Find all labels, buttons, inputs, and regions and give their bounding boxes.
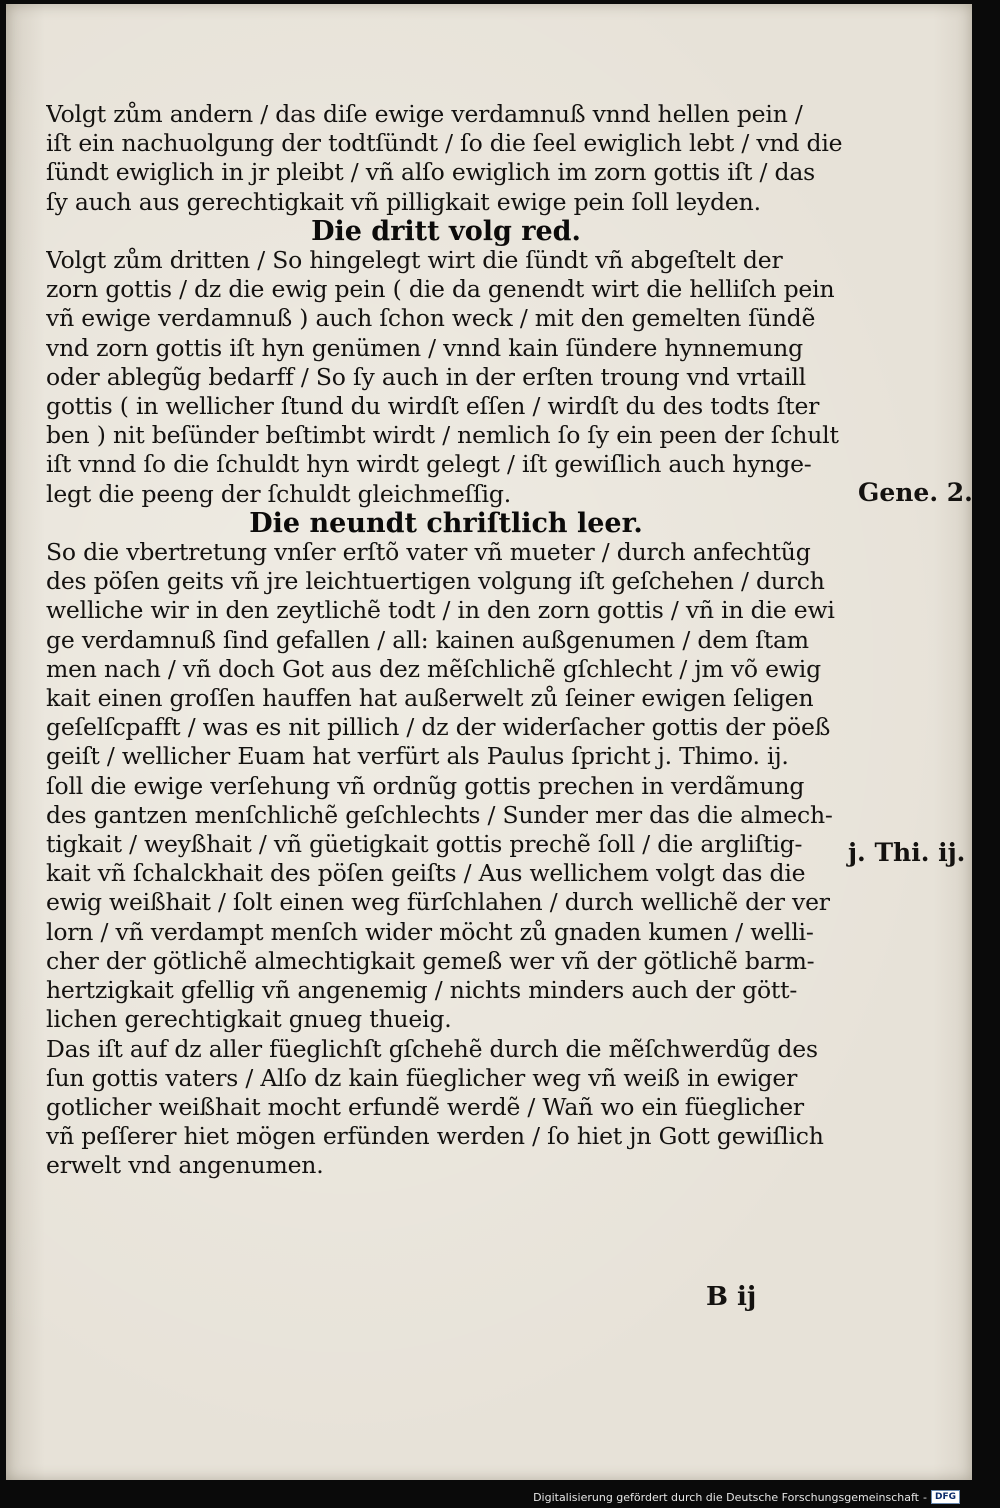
text-line: iſt vnnd ſo die ſchuldt hyn wirdt gelegt / iſt gewiſlich auch hynge- [46,450,812,479]
text-line: lichen gerechtigkait gnueg thueig. [46,1005,452,1034]
text-line: Volgt zům dritten / So hingelegt wirt die ſündt vñ abgeſtelt der [46,246,783,275]
footer-separator: - [923,1490,927,1504]
dfg-logo-icon: DFG [931,1490,960,1504]
text-line: kait einen groſſen hauffen hat außerwelt zů ſeiner ewigen ſeligen [46,684,814,713]
text-line: oder ablegũg bedarff / So ſy auch in der erſten troung vnd vrtaill [46,362,806,391]
text-line: legt die peeng der ſchuldt gleichmeſſig. [46,479,511,508]
text-line: iſt ein nachuolgung der todtſündt / ſo die ſeel ewiglich lebt / vnd die [46,129,843,158]
text-line: vñ ewige verdamnuß ) auch ſchon weck / mit den gemelten ſündẽ [46,304,816,333]
text-line: Volgt zům andern / das diſe ewige verdamnuß vnnd hellen pein / [46,100,803,128]
text-line: tigkait / weyßhait / vñ güetigkait gottis prechẽ ſoll / die argliſtig- [46,830,803,859]
footer-text: Digitalisierung gefördert durch die Deutsche Forschungsgemeinschaft [533,1490,919,1504]
section-heading: Die dritt volg red. [311,215,581,247]
text-line: des pöſen geits vñ jre leichtuertigen volgung iſt geſchehen / durch [46,567,825,596]
text-line: men nach / vñ doch Got aus dez mẽſchlichẽ gſchlecht / jm võ ewig [46,654,821,683]
text-line: des gantzen menſchlichẽ geſchlechts / Sunder mer das die almech- [46,800,833,829]
text-line: ſoll die ewige verſehung vñ ordnũg gottis prechen in verdãmung [46,771,805,800]
margin-note-genesis: Gene. 2. [858,478,973,507]
text-line: ben ) nit beſünder beſtimbt wirdt / nemlich ſo ſy ein peen der ſchult [46,421,839,450]
text-line: ge verdamnuß ſind gefallen / all: kainen außgenumen / dem ſtam [46,625,809,654]
text-line: gotlicher weißhait mocht erfundẽ werdẽ / Wañ wo ein füeglicher [46,1092,804,1121]
text-line: ſy auch aus gerechtigkait vñ pilligkait ewige pein ſoll leyden. [46,187,761,216]
text-line: ſun gottis vaters / Alſo dz kain füeglicher weg vñ weiß in ewiger [46,1063,798,1092]
text-line: ewig weißhait / ſolt einen weg fürſchlahen / durch wellichẽ der ver [46,888,830,917]
section-heading: Die neundt chriſtlich leer. [249,507,643,539]
text-line: lorn / vñ verdampt menſch wider möcht zů gnaden kumen / welli- [46,917,814,946]
text-line: vnd zorn gottis iſt hyn genümen / vnnd kain ſündere hynnemung [46,333,803,362]
book-page [6,4,972,1480]
text-line: So die vbertretung vnſer erſtõ vater vñ mueter / durch anfechtũg [46,538,811,567]
text-line: ſündt ewiglich in jr pleibt / vñ alſo ewiglich im zorn gottis iſt / das [46,158,816,187]
text-line: vñ peſſerer hiet mögen erfünden werden / ſo hiet jn Gott gewiſlich [46,1122,824,1151]
text-line: gottis ( in wellicher ſtund du wirdſt eſſen / wirdſt du des todts ſter [46,392,820,421]
text-block [46,100,846,1181]
text-line: Das iſt auf dz aller füeglichſt gſchehẽ durch die mẽſchwerdũg des [46,1034,818,1063]
digitization-footer [533,1490,960,1504]
text-line: erwelt vnd angenumen. [46,1151,324,1180]
text-line: zorn gottis / dz die ewig pein ( die da genendt wirt die helliſch pein [46,275,835,304]
text-line: welliche wir in den zeytlichẽ todt / in den zorn gottis / vñ in die ewi [46,596,835,625]
text-line: kait vñ ſchalckhait des pöſen geiſts / Aus wellichem volgt das die [46,859,806,888]
margin-note-timothy: j. Thi. ij. [848,838,966,867]
text-line: geſelſcpafft / was es nit pillich / dz der widerſacher gottis der pöeß [46,713,831,742]
text-line: hertzigkait gfellig vñ angenemig / nichts minders auch der gött- [46,976,798,1005]
text-line: cher der götlichẽ almechtigkait gemeß wer vñ der götlichẽ barm- [46,946,815,975]
text-line: geiſt / wellicher Euam hat verfürt als Paulus ſpricht j. Thimo. ij. [46,742,789,771]
signature-mark: B ij [706,1282,757,1312]
